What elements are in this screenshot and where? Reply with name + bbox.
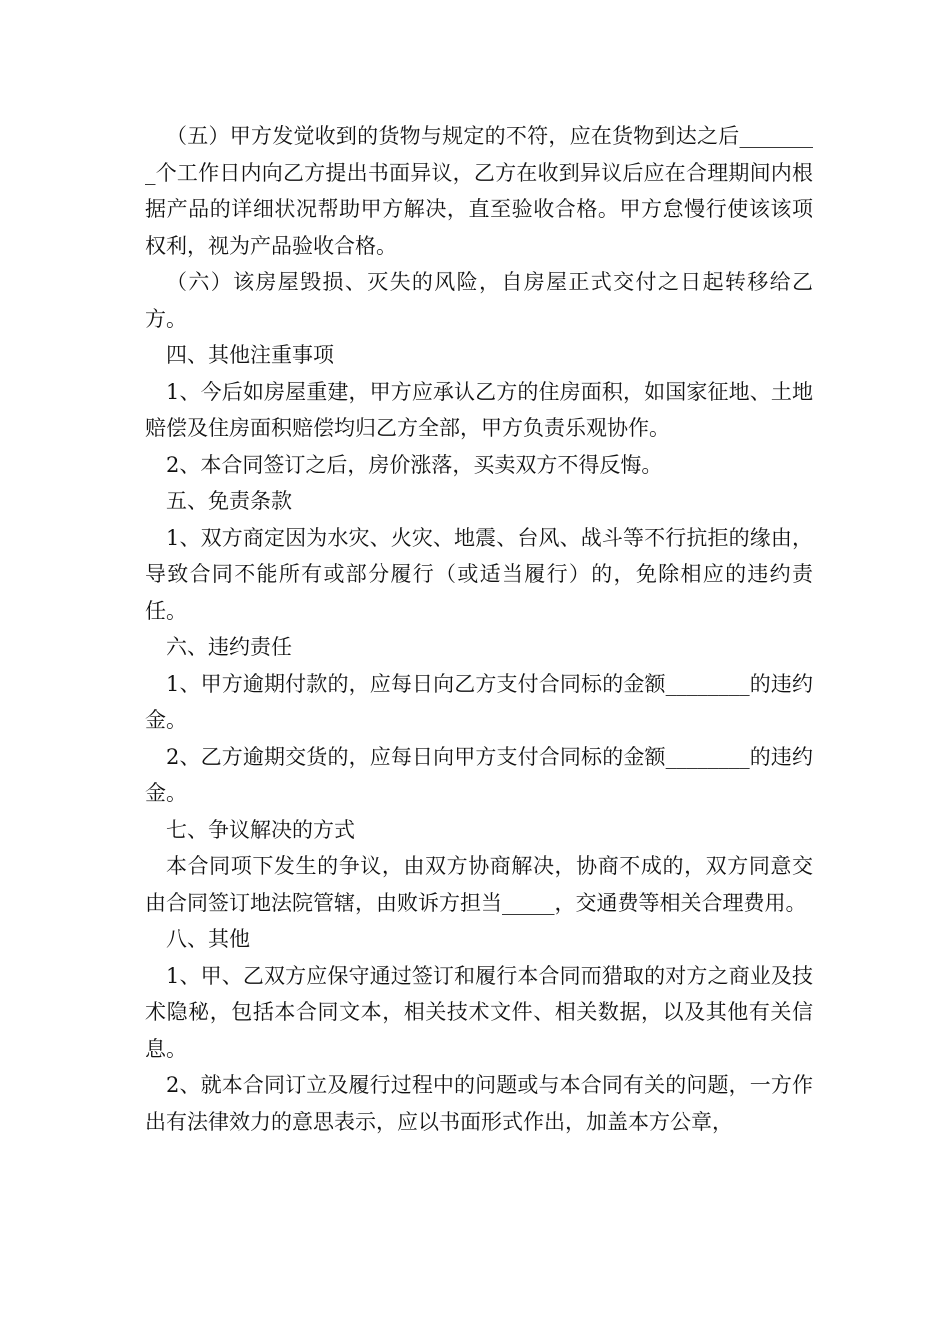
clause-4-2-no-regret: 2、本合同签订之后，房价涨落，买卖双方不得反悔。 <box>166 452 663 477</box>
clause-7-dispute-resolution: 本合同项下发生的争议，由双方协商解决，协商不成的，双方同意交由合同签订地法院管辖，由败诉方担当_____，交通费等相关合理费用。 <box>145 854 813 915</box>
section-heading-other: 八、其他 <box>166 927 250 951</box>
clause-6-risk-transfer: （六）该房屋毁损、灭失的风险，自房屋正式交付之日起转移给乙方。 <box>145 270 813 331</box>
document-body <box>145 118 813 1140</box>
clause-5-inspection: （五）甲方发觉收到的货物与规定的不符，应在货物到达之后________个工作日内向乙方提出书面异议，乙方在收到异议后应在合理期间内根据产品的详细状况帮助甲方解决，直至验收合格。甲方怠慢行使该该项权利，视为产品验收合格。 <box>145 124 813 258</box>
section-heading-exemption: 五、免责条款 <box>166 489 292 513</box>
clause-5-1-force-majeure: 1、双方商定因为水灾、火灾、地震、台风、战斗等不行抗拒的缘由，导致合同不能所有或部分履行（或适当履行）的，免除相应的违约责任。 <box>145 525 813 623</box>
clause-6-2-late-delivery: 2、乙方逾期交货的，应每日向甲方支付合同标的金额________的违约金。 <box>145 744 813 805</box>
clause-6-1-late-payment: 1、甲方逾期付款的，应每日向乙方支付合同标的金额________的违约金。 <box>145 671 813 732</box>
section-heading-other-notes: 四、其他注重事项 <box>166 343 334 367</box>
section-heading-dispute: 七、争议解决的方式 <box>166 817 355 842</box>
section-heading-liability: 六、违约责任 <box>166 635 292 659</box>
clause-4-1-rebuild: 1、今后如房屋重建，甲方应承认乙方的住房面积，如国家征地、土地赔偿及住房面积赔偿均归乙方全部，甲方负责乐观协作。 <box>145 379 813 440</box>
clause-8-2-written-form: 2、就本合同订立及履行过程中的问题或与本合同有关的问题，一方作出有法律效力的意思表示，应以书面形式作出，加盖本方公章， <box>145 1073 813 1134</box>
clause-8-1-confidentiality: 1、甲、乙双方应保守通过签订和履行本合同而猎取的对方之商业及技术隐秘，包括本合同文本，相关技术文件、相关数据，以及其他有关信息。 <box>145 963 813 1061</box>
